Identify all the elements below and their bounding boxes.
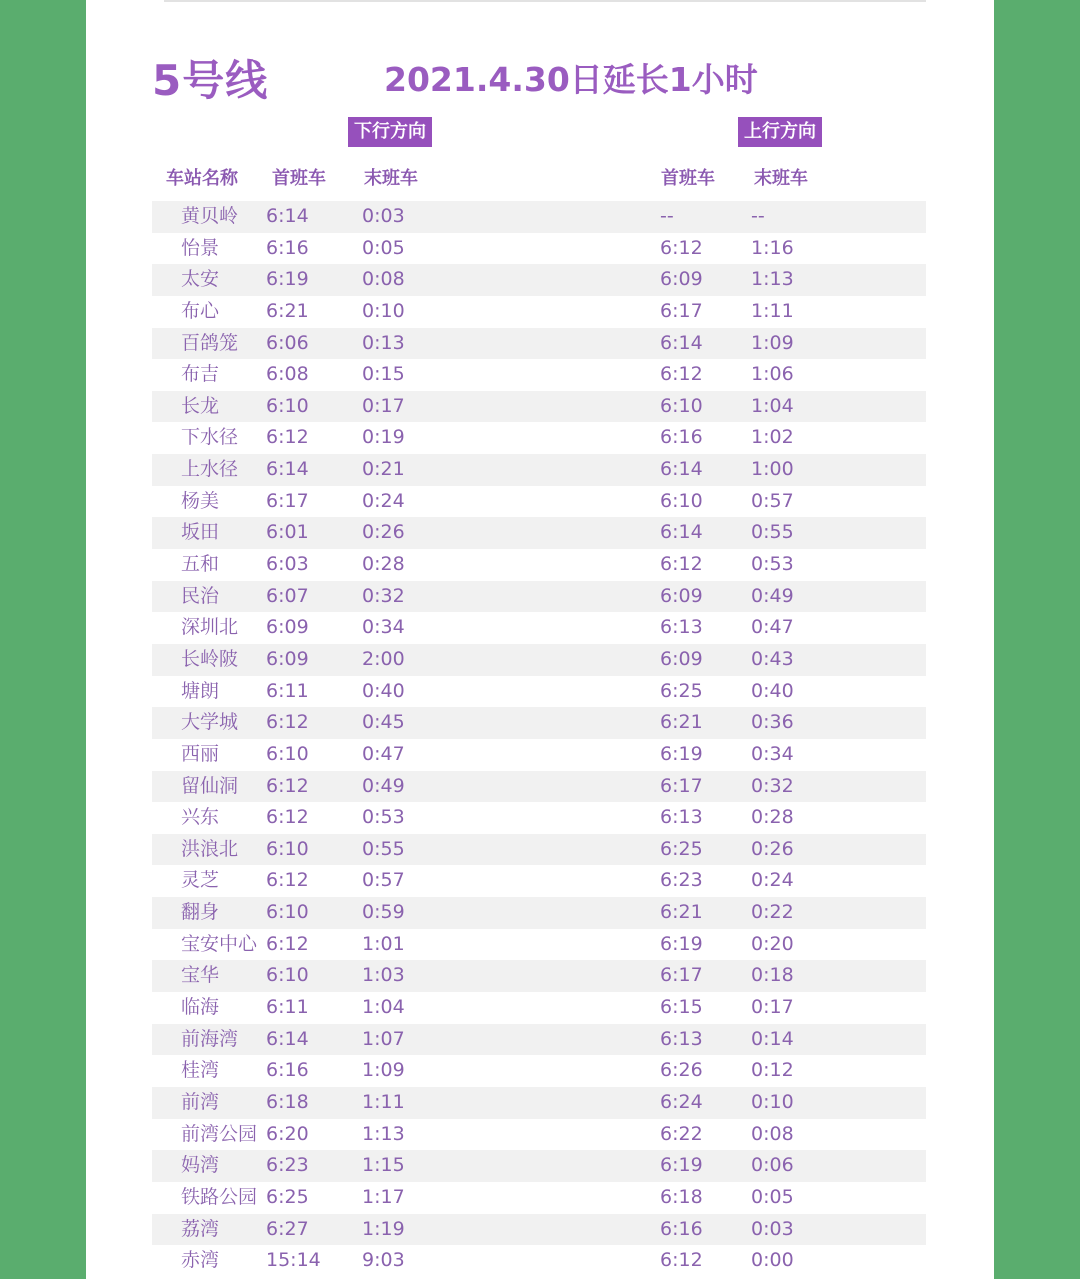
top-divider <box>164 0 926 2</box>
down-first-train: 6:23 <box>266 1154 309 1177</box>
station-name: 深圳北 <box>181 616 239 639</box>
header-down-last: 末班车 <box>364 168 418 189</box>
table-row <box>152 771 926 803</box>
down-first-train: 6:27 <box>266 1217 309 1240</box>
station-name: 黄贝岭 <box>181 205 239 227</box>
station-name: 太安 <box>181 268 220 291</box>
table-row <box>152 1182 926 1214</box>
up-last-train: 0:47 <box>751 616 794 639</box>
up-last-train: 0:53 <box>751 553 794 576</box>
down-first-train: 6:06 <box>266 331 309 354</box>
station-name: 洪浪北 <box>181 837 239 860</box>
down-last-train: 0:57 <box>362 869 405 892</box>
up-last-train: 0:00 <box>751 1249 794 1272</box>
down-last-train: 0:10 <box>362 299 405 322</box>
up-first-train: 6:13 <box>660 1027 703 1050</box>
station-name: 长岭陂 <box>181 647 239 670</box>
down-first-train: 6:07 <box>266 584 309 607</box>
table-row <box>152 233 926 265</box>
down-last-train: 1:15 <box>362 1154 405 1177</box>
station-name: 翻身 <box>181 901 220 924</box>
down-last-train: 0:55 <box>362 837 405 860</box>
up-first-train: 6:09 <box>660 647 703 670</box>
up-first-train: 6:12 <box>660 553 703 576</box>
up-last-train: 0:55 <box>751 521 794 544</box>
up-last-train: 0:12 <box>751 1059 794 1082</box>
down-first-train: 6:18 <box>266 1090 309 1113</box>
up-first-train: 6:13 <box>660 616 703 639</box>
station-name: 民治 <box>181 584 220 607</box>
station-name: 妈湾 <box>181 1154 220 1177</box>
table-row <box>152 1150 926 1182</box>
up-first-train: 6:12 <box>660 1249 703 1272</box>
up-last-train: 1:13 <box>751 268 794 291</box>
down-first-train: 6:14 <box>266 205 309 227</box>
header-down-first: 首班车 <box>272 168 326 189</box>
down-first-train: 6:25 <box>266 1185 309 1208</box>
down-first-train: 6:19 <box>266 268 309 291</box>
station-name: 前湾公园 <box>181 1122 258 1145</box>
up-first-train: 6:18 <box>660 1185 703 1208</box>
table-row <box>152 1087 926 1119</box>
down-first-train: 6:20 <box>266 1122 309 1145</box>
down-first-train: 6:09 <box>266 616 309 639</box>
up-last-train: 0:49 <box>751 584 794 607</box>
table-row <box>152 1245 926 1277</box>
down-first-train: 6:16 <box>266 236 309 259</box>
up-last-train: 0:32 <box>751 774 794 797</box>
station-name: 百鸽笼 <box>181 331 239 354</box>
up-first-train: 6:09 <box>660 268 703 291</box>
up-last-train: 1:09 <box>751 331 794 354</box>
table-row <box>152 391 926 423</box>
station-name: 赤湾 <box>181 1249 220 1272</box>
up-first-train: 6:15 <box>660 996 703 1019</box>
up-first-train: 6:14 <box>660 331 703 354</box>
up-last-train: 0:18 <box>751 964 794 987</box>
up-first-train: 6:25 <box>660 679 703 702</box>
up-first-train: 6:19 <box>660 742 703 765</box>
up-first-train: 6:12 <box>660 363 703 386</box>
timetable-sheet <box>86 0 994 1279</box>
down-last-train: 1:07 <box>362 1027 405 1050</box>
station-name: 铁路公园 <box>181 1185 258 1208</box>
up-last-train: 1:06 <box>751 363 794 386</box>
timetable-rows <box>152 201 926 1277</box>
down-last-train: 1:04 <box>362 996 405 1019</box>
up-last-train: 1:11 <box>751 299 794 322</box>
up-first-train: 6:14 <box>660 458 703 481</box>
down-last-train: 1:13 <box>362 1122 405 1145</box>
station-name: 前湾 <box>181 1090 220 1113</box>
table-row <box>152 1119 926 1151</box>
down-last-train: 0:32 <box>362 584 405 607</box>
table-row <box>152 486 926 518</box>
table-row <box>152 802 926 834</box>
down-last-train: 0:21 <box>362 458 405 481</box>
up-last-train: 0:43 <box>751 647 794 670</box>
table-row <box>152 359 926 391</box>
up-last-train: 0:36 <box>751 711 794 734</box>
up-last-train: 0:57 <box>751 489 794 512</box>
down-first-train: 6:17 <box>266 489 309 512</box>
down-last-train: 0:13 <box>362 331 405 354</box>
table-row <box>152 1024 926 1056</box>
up-first-train: 6:09 <box>660 584 703 607</box>
up-first-train: 6:14 <box>660 521 703 544</box>
station-name: 桂湾 <box>181 1059 220 1082</box>
table-row <box>152 517 926 549</box>
down-last-train: 0:34 <box>362 616 405 639</box>
table-row <box>152 422 926 454</box>
down-last-train: 9:03 <box>362 1249 405 1272</box>
up-last-train: 0:08 <box>751 1122 794 1145</box>
down-first-train: 6:11 <box>266 996 309 1019</box>
down-last-train: 0:26 <box>362 521 405 544</box>
station-name: 布吉 <box>181 363 220 386</box>
table-row <box>152 960 926 992</box>
station-name: 上水径 <box>181 458 239 481</box>
up-last-train: 0:10 <box>751 1090 794 1113</box>
station-name: 宝华 <box>181 964 220 987</box>
up-first-train: 6:17 <box>660 299 703 322</box>
date-note: 2021.4.30日延长1小时 <box>384 60 758 99</box>
up-first-train: 6:19 <box>660 1154 703 1177</box>
down-last-train: 1:17 <box>362 1185 405 1208</box>
down-first-train: 6:01 <box>266 521 309 544</box>
table-row <box>152 676 926 708</box>
station-name: 塘朗 <box>181 679 220 702</box>
station-name: 长龙 <box>181 394 220 417</box>
up-last-train: 0:03 <box>751 1217 794 1240</box>
header-up-first: 首班车 <box>661 168 715 189</box>
down-first-train: 6:10 <box>266 964 309 987</box>
station-name: 宝安中心 <box>181 932 258 955</box>
table-row <box>152 834 926 866</box>
station-name: 杨美 <box>181 489 220 512</box>
down-first-train: 6:09 <box>266 647 309 670</box>
direction-up-badge: 上行方向 <box>738 117 822 147</box>
down-first-train: 6:11 <box>266 679 309 702</box>
down-first-train: 15:14 <box>266 1249 321 1272</box>
up-first-train: 6:26 <box>660 1059 703 1082</box>
down-last-train: 1:03 <box>362 964 405 987</box>
down-first-train: 6:12 <box>266 774 309 797</box>
table-row <box>152 581 926 613</box>
up-first-train: 6:12 <box>660 236 703 259</box>
up-first-train: 6:21 <box>660 711 703 734</box>
station-name: 荔湾 <box>181 1217 220 1240</box>
table-row <box>152 865 926 897</box>
down-last-train: 0:47 <box>362 742 405 765</box>
down-last-train: 0:03 <box>362 205 405 227</box>
down-last-train: 1:01 <box>362 932 405 955</box>
station-name: 坂田 <box>181 521 220 544</box>
station-name: 兴东 <box>181 806 220 829</box>
down-last-train: 0:24 <box>362 489 405 512</box>
table-row <box>152 201 926 233</box>
up-last-train: 1:00 <box>751 458 794 481</box>
down-last-train: 1:09 <box>362 1059 405 1082</box>
up-first-train: 6:17 <box>660 964 703 987</box>
up-first-train: -- <box>660 205 674 227</box>
up-last-train: 0:14 <box>751 1027 794 1050</box>
down-first-train: 6:12 <box>266 869 309 892</box>
up-first-train: 6:23 <box>660 869 703 892</box>
down-first-train: 6:10 <box>266 394 309 417</box>
table-row <box>152 296 926 328</box>
station-name: 灵芝 <box>181 869 220 892</box>
up-last-train: 0:40 <box>751 679 794 702</box>
line-title: 5号线 <box>152 56 269 105</box>
down-last-train: 2:00 <box>362 647 405 670</box>
up-last-train: 1:16 <box>751 236 794 259</box>
up-first-train: 6:16 <box>660 426 703 449</box>
table-row <box>152 454 926 486</box>
up-last-train: 0:28 <box>751 806 794 829</box>
up-last-train: 0:34 <box>751 742 794 765</box>
table-row <box>152 897 926 929</box>
up-first-train: 6:25 <box>660 837 703 860</box>
down-last-train: 0:45 <box>362 711 405 734</box>
down-last-train: 0:17 <box>362 394 405 417</box>
station-name: 五和 <box>181 553 220 576</box>
up-first-train: 6:21 <box>660 901 703 924</box>
table-row <box>152 549 926 581</box>
direction-down-badge: 下行方向 <box>348 117 432 147</box>
down-last-train: 0:08 <box>362 268 405 291</box>
station-name: 下水径 <box>181 426 239 449</box>
up-last-train: 0:26 <box>751 837 794 860</box>
table-row <box>152 1055 926 1087</box>
up-last-train: 0:17 <box>751 996 794 1019</box>
up-first-train: 6:19 <box>660 932 703 955</box>
station-name: 西丽 <box>181 742 220 765</box>
up-last-train: 0:22 <box>751 901 794 924</box>
up-last-train: 0:20 <box>751 932 794 955</box>
up-first-train: 6:24 <box>660 1090 703 1113</box>
up-first-train: 6:13 <box>660 806 703 829</box>
up-last-train: 0:24 <box>751 869 794 892</box>
up-last-train: 0:06 <box>751 1154 794 1177</box>
down-first-train: 6:12 <box>266 806 309 829</box>
up-first-train: 6:10 <box>660 394 703 417</box>
station-name: 临海 <box>181 996 220 1019</box>
table-row <box>152 1214 926 1246</box>
down-last-train: 0:19 <box>362 426 405 449</box>
table-row <box>152 929 926 961</box>
down-first-train: 6:03 <box>266 553 309 576</box>
down-last-train: 0:49 <box>362 774 405 797</box>
up-last-train: 1:04 <box>751 394 794 417</box>
down-first-train: 6:16 <box>266 1059 309 1082</box>
station-name: 留仙洞 <box>181 774 239 797</box>
down-last-train: 0:40 <box>362 679 405 702</box>
down-first-train: 6:14 <box>266 458 309 481</box>
table-row <box>152 264 926 296</box>
table-row <box>152 707 926 739</box>
down-first-train: 6:10 <box>266 742 309 765</box>
station-name: 大学城 <box>181 711 239 734</box>
table-row <box>152 612 926 644</box>
down-first-train: 6:12 <box>266 711 309 734</box>
up-last-train: 1:02 <box>751 426 794 449</box>
down-last-train: 0:15 <box>362 363 405 386</box>
table-row <box>152 992 926 1024</box>
down-last-train: 1:19 <box>362 1217 405 1240</box>
down-last-train: 1:11 <box>362 1090 405 1113</box>
up-first-train: 6:22 <box>660 1122 703 1145</box>
down-first-train: 6:14 <box>266 1027 309 1050</box>
table-row <box>152 739 926 771</box>
up-first-train: 6:17 <box>660 774 703 797</box>
station-name: 布心 <box>181 299 220 322</box>
up-first-train: 6:10 <box>660 489 703 512</box>
station-name: 怡景 <box>181 236 220 259</box>
down-first-train: 6:12 <box>266 932 309 955</box>
table-row <box>152 644 926 676</box>
down-last-train: 0:28 <box>362 553 405 576</box>
down-last-train: 0:05 <box>362 236 405 259</box>
table-row <box>152 328 926 360</box>
down-first-train: 6:10 <box>266 901 309 924</box>
up-last-train: -- <box>751 205 765 227</box>
up-last-train: 0:05 <box>751 1185 794 1208</box>
down-last-train: 0:53 <box>362 806 405 829</box>
down-first-train: 6:08 <box>266 363 309 386</box>
header-up-last: 末班车 <box>754 168 808 189</box>
down-first-train: 6:21 <box>266 299 309 322</box>
header-station: 车站名称 <box>166 168 238 189</box>
down-last-train: 0:59 <box>362 901 405 924</box>
down-first-train: 6:10 <box>266 837 309 860</box>
up-first-train: 6:16 <box>660 1217 703 1240</box>
station-name: 前海湾 <box>181 1027 239 1050</box>
down-first-train: 6:12 <box>266 426 309 449</box>
